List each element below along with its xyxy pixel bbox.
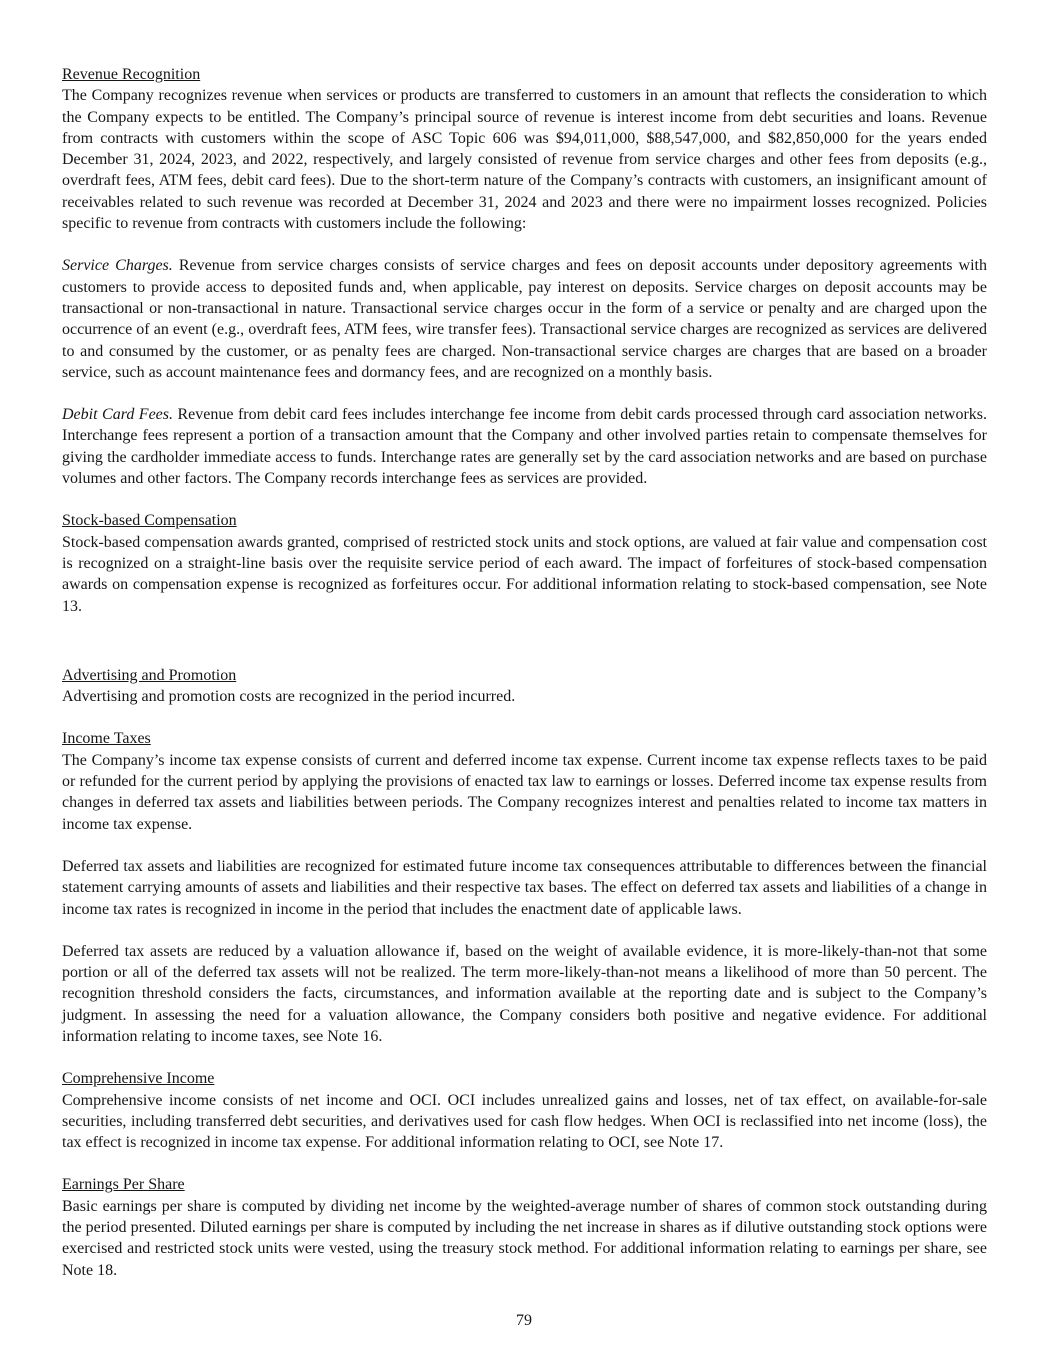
page-number: 79 [516,1312,532,1329]
section-heading-stock-based-compensation: Stock-based Compensation [62,512,237,530]
section-income-taxes [62,728,987,1047]
paragraph-debit-card-fees [62,404,987,489]
section-revenue-recognition [62,64,987,234]
paragraph-revenue-recognition: The Company recognizes revenue when services or products are transferred to customers in an amount that reflects the consideration to which the Company expects to be entitled. The Company’s principal source of revenue is interest income from debt securities and loans. Revenue from contracts with customers within the scope of ASC Topic 606 was $94,011,000, $88,547,000, and $82,850,000 for the years ended December 31, 2024, 2023, and 2022, respectively, and largely consisted of revenue from service charges and other fees from deposits (e.g., overdraft fees, ATM fees, debit card fees). Due to the short-term nature of the Company’s contracts with customers, an insignificant amount of receivables related to such revenue was recorded at December 31, 2024 and 2023 and there were no impairment losses recognized. Policies specific to revenue from contracts with customers include the following: [62,87,987,233]
section-stock-based-compensation [62,510,987,616]
section-heading-income-taxes: Income Taxes [62,730,151,748]
paragraph-advertising-and-promotion: Advertising and promotion costs are recognized in the period incurred. [62,688,516,706]
paragraph-lead-debit-card-fees: Debit Card Fees. [62,406,174,424]
section-debit-card-fees [62,404,987,489]
paragraph-income-taxes-3: Deferred tax assets are reduced by a valuation allowance if, based on the weight of available evidence, it is more-likely-than-not that some portion or all of the deferred tax assets will not be realized. The term more-likely-than-not means a likelihood of more than 50 percent. The recognition threshold considers the facts, circumstances, and information available at the reporting date and is subject to the Company’s judgment. In assessing the need for a valuation allowance, the Company considers both positive and negative evidence. For additional information relating to income taxes, see Note 16. [62,942,987,1045]
paragraph-service-charges [62,255,987,383]
paragraph-stock-based-compensation: Stock-based compensation awards granted, comprised of restricted stock units and stock options, are valued at fair value and compensation cost is recognized on a straight-line basis over the requisite service period of each award. The impact of forfeitures of stock-based compensation awards on compensation expense is recognized as forfeitures occur. For additional information relating to stock-based compensation, see Note 13. [62,533,987,615]
section-service-charges [62,255,987,383]
section-heading-advertising-and-promotion: Advertising and Promotion [62,666,237,684]
section-heading-comprehensive-income: Comprehensive Income [62,1070,215,1088]
section-heading-earnings-per-share: Earnings Per Share [62,1176,185,1194]
paragraph-comprehensive-income: Comprehensive income consists of net income and OCI. OCI includes unrealized gains and losses, net of tax effect, on available-for-sale securities, including transferred debt securities, and derivatives used for cash flow hedges. When OCI is reclassified into net income (loss), the tax effect is recognized in income tax expense. For additional information relating to OCI, see Note 17. [62,1091,987,1152]
paragraph-income-taxes-2: Deferred tax assets and liabilities are recognized for estimated future income tax consequences attributable to differences between the financial statement carrying amounts of assets and liabilities and their respective tax bases. The effect on deferred tax assets and liabilities of a change in income tax rates is recognized in income in the period that includes the enactment date of applicable laws. [62,857,987,918]
section-heading-revenue-recognition: Revenue Recognition [62,66,201,83]
paragraph-earnings-per-share: Basic earnings per share is computed by dividing net income by the weighted-average number of shares of common stock outstanding during the period presented. Diluted earnings per share is computed by including the net increase in shares as if dilutive outstanding stock options were exercised and restricted stock units were vested, using the treasury stock method. For additional information relating to earnings per share, see Note 18. [62,1197,987,1279]
paragraph-income-taxes-1: The Company’s income tax expense consists of current and deferred income tax expense. Current income tax expense reflects taxes to be paid or refunded for the current period by applying the provisions of enacted tax law to earnings or losses. Deferred income tax expense results from changes in deferred tax assets and liabilities between periods. The Company recognizes interest and penalties related to income tax matters in income tax expense. [62,751,987,833]
section-earnings-per-share [62,1174,987,1280]
paragraph-lead-service-charges: Service Charges. [62,257,173,275]
paragraph-text-service-charges: Revenue from service charges consists of service charges and fees on deposit accounts under depository agreements with customers to provide access to deposited funds and, when applicable, pay interest on deposits. Service charges on deposit accounts may be transactional or non-transactional in nature. Transactional service charges occur in the form of a service or penalty and are charged upon the occurrence of an event (e.g., overdraft fees, ATM fees, wire transfer fees). Transactional service charges are recognized as services are delivered to and consumed by the customer, or as penalty fees are charged. Non-transactional service charges are charges that are based on a broader service, such as account maintenance fees and dormancy fees, and are recognized on a monthly basis. [62,257,987,381]
section-advertising-and-promotion [62,665,987,708]
section-comprehensive-income [62,1068,987,1153]
paragraph-text-debit-card-fees: Revenue from debit card fees includes interchange fee income from debit cards processed through card association networks. Interchange fees represent a portion of a transaction amount that the Company and other involved parties retain to compensate themselves for giving the cardholder immediate access to funds. Interchange rates are generally set by the card association networks and are based on purchase volumes and other factors. The Company records interchange fees as services are provided. [62,406,988,488]
